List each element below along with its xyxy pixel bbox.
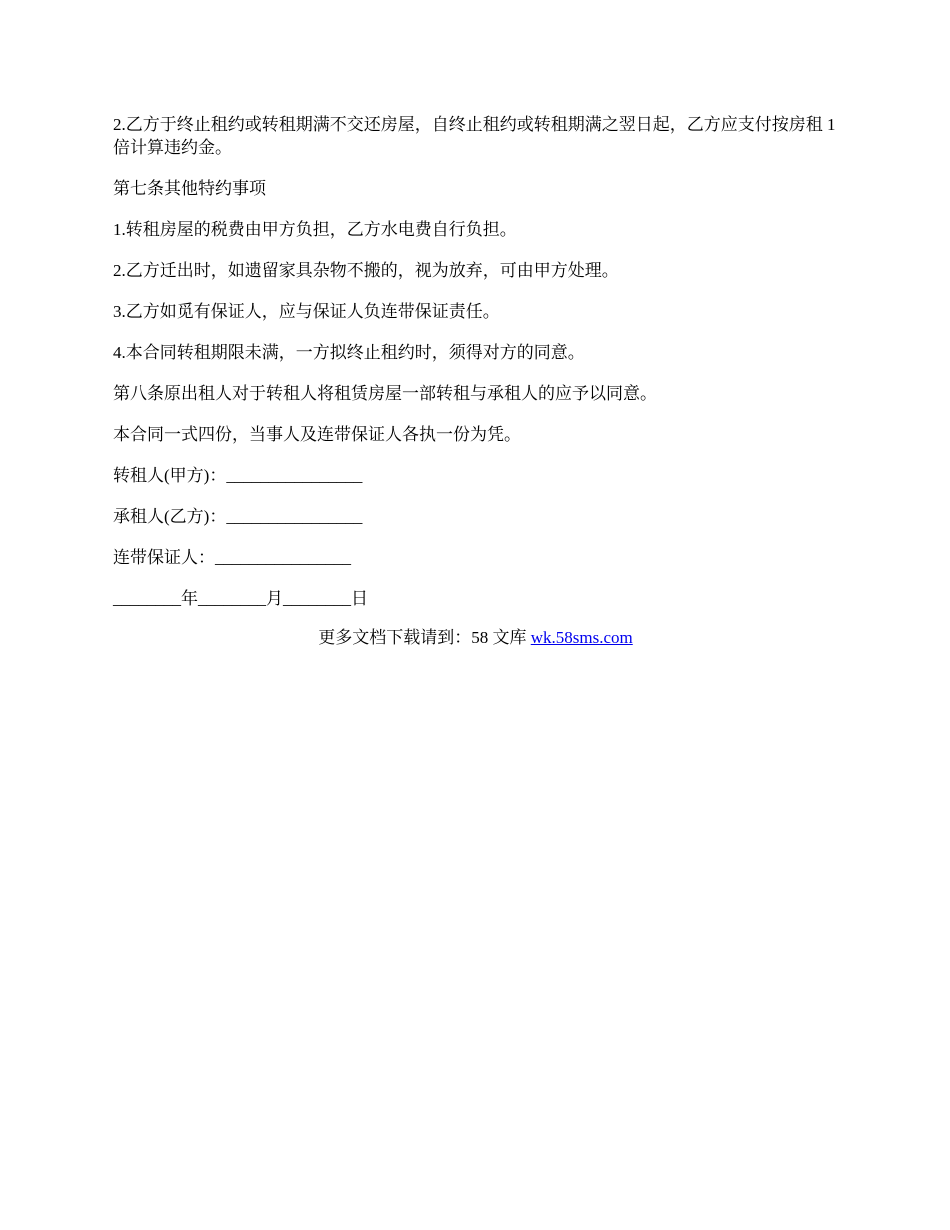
clause-6-item-2: 2.乙方于终止租约或转租期满不交还房屋，自终止租约或转租期满之翌日起，乙方应支付按房租 1 倍计算违约金。	[113, 115, 840, 157]
footer-link[interactable]: wk.58sms.com	[530, 628, 633, 647]
signature-date: ________年________月________日	[113, 589, 368, 608]
article-7-item-4: 4.本合同转租期限未满，一方拟终止租约时，须得对方的同意。	[113, 343, 585, 362]
article-8: 第八条原出租人对于转租人将租赁房屋一部转租与承租人的应予以同意。	[113, 384, 657, 403]
copies-clause: 本合同一式四份，当事人及连带保证人各执一份为凭。	[113, 425, 521, 444]
article-7-item-2: 2.乙方迁出时，如遗留家具杂物不搬的，视为放弃，可由甲方处理。	[113, 261, 619, 280]
document-body	[113, 113, 838, 649]
article-7-heading: 第七条其他特约事项	[113, 179, 266, 198]
footer-prefix: 更多文档下载请到：58 文库	[318, 628, 531, 647]
article-7-item-1: 1.转租房屋的税费由甲方负担，乙方水电费自行负担。	[113, 220, 517, 239]
article-7-item-3: 3.乙方如觅有保证人，应与保证人负连带保证责任。	[113, 302, 500, 321]
signature-guarantor: 连带保证人：________________	[113, 548, 351, 567]
signature-lessee: 承租人(乙方)：________________	[113, 507, 363, 526]
signature-sublessor: 转租人(甲方)：________________	[113, 466, 363, 485]
download-footer	[113, 626, 838, 649]
